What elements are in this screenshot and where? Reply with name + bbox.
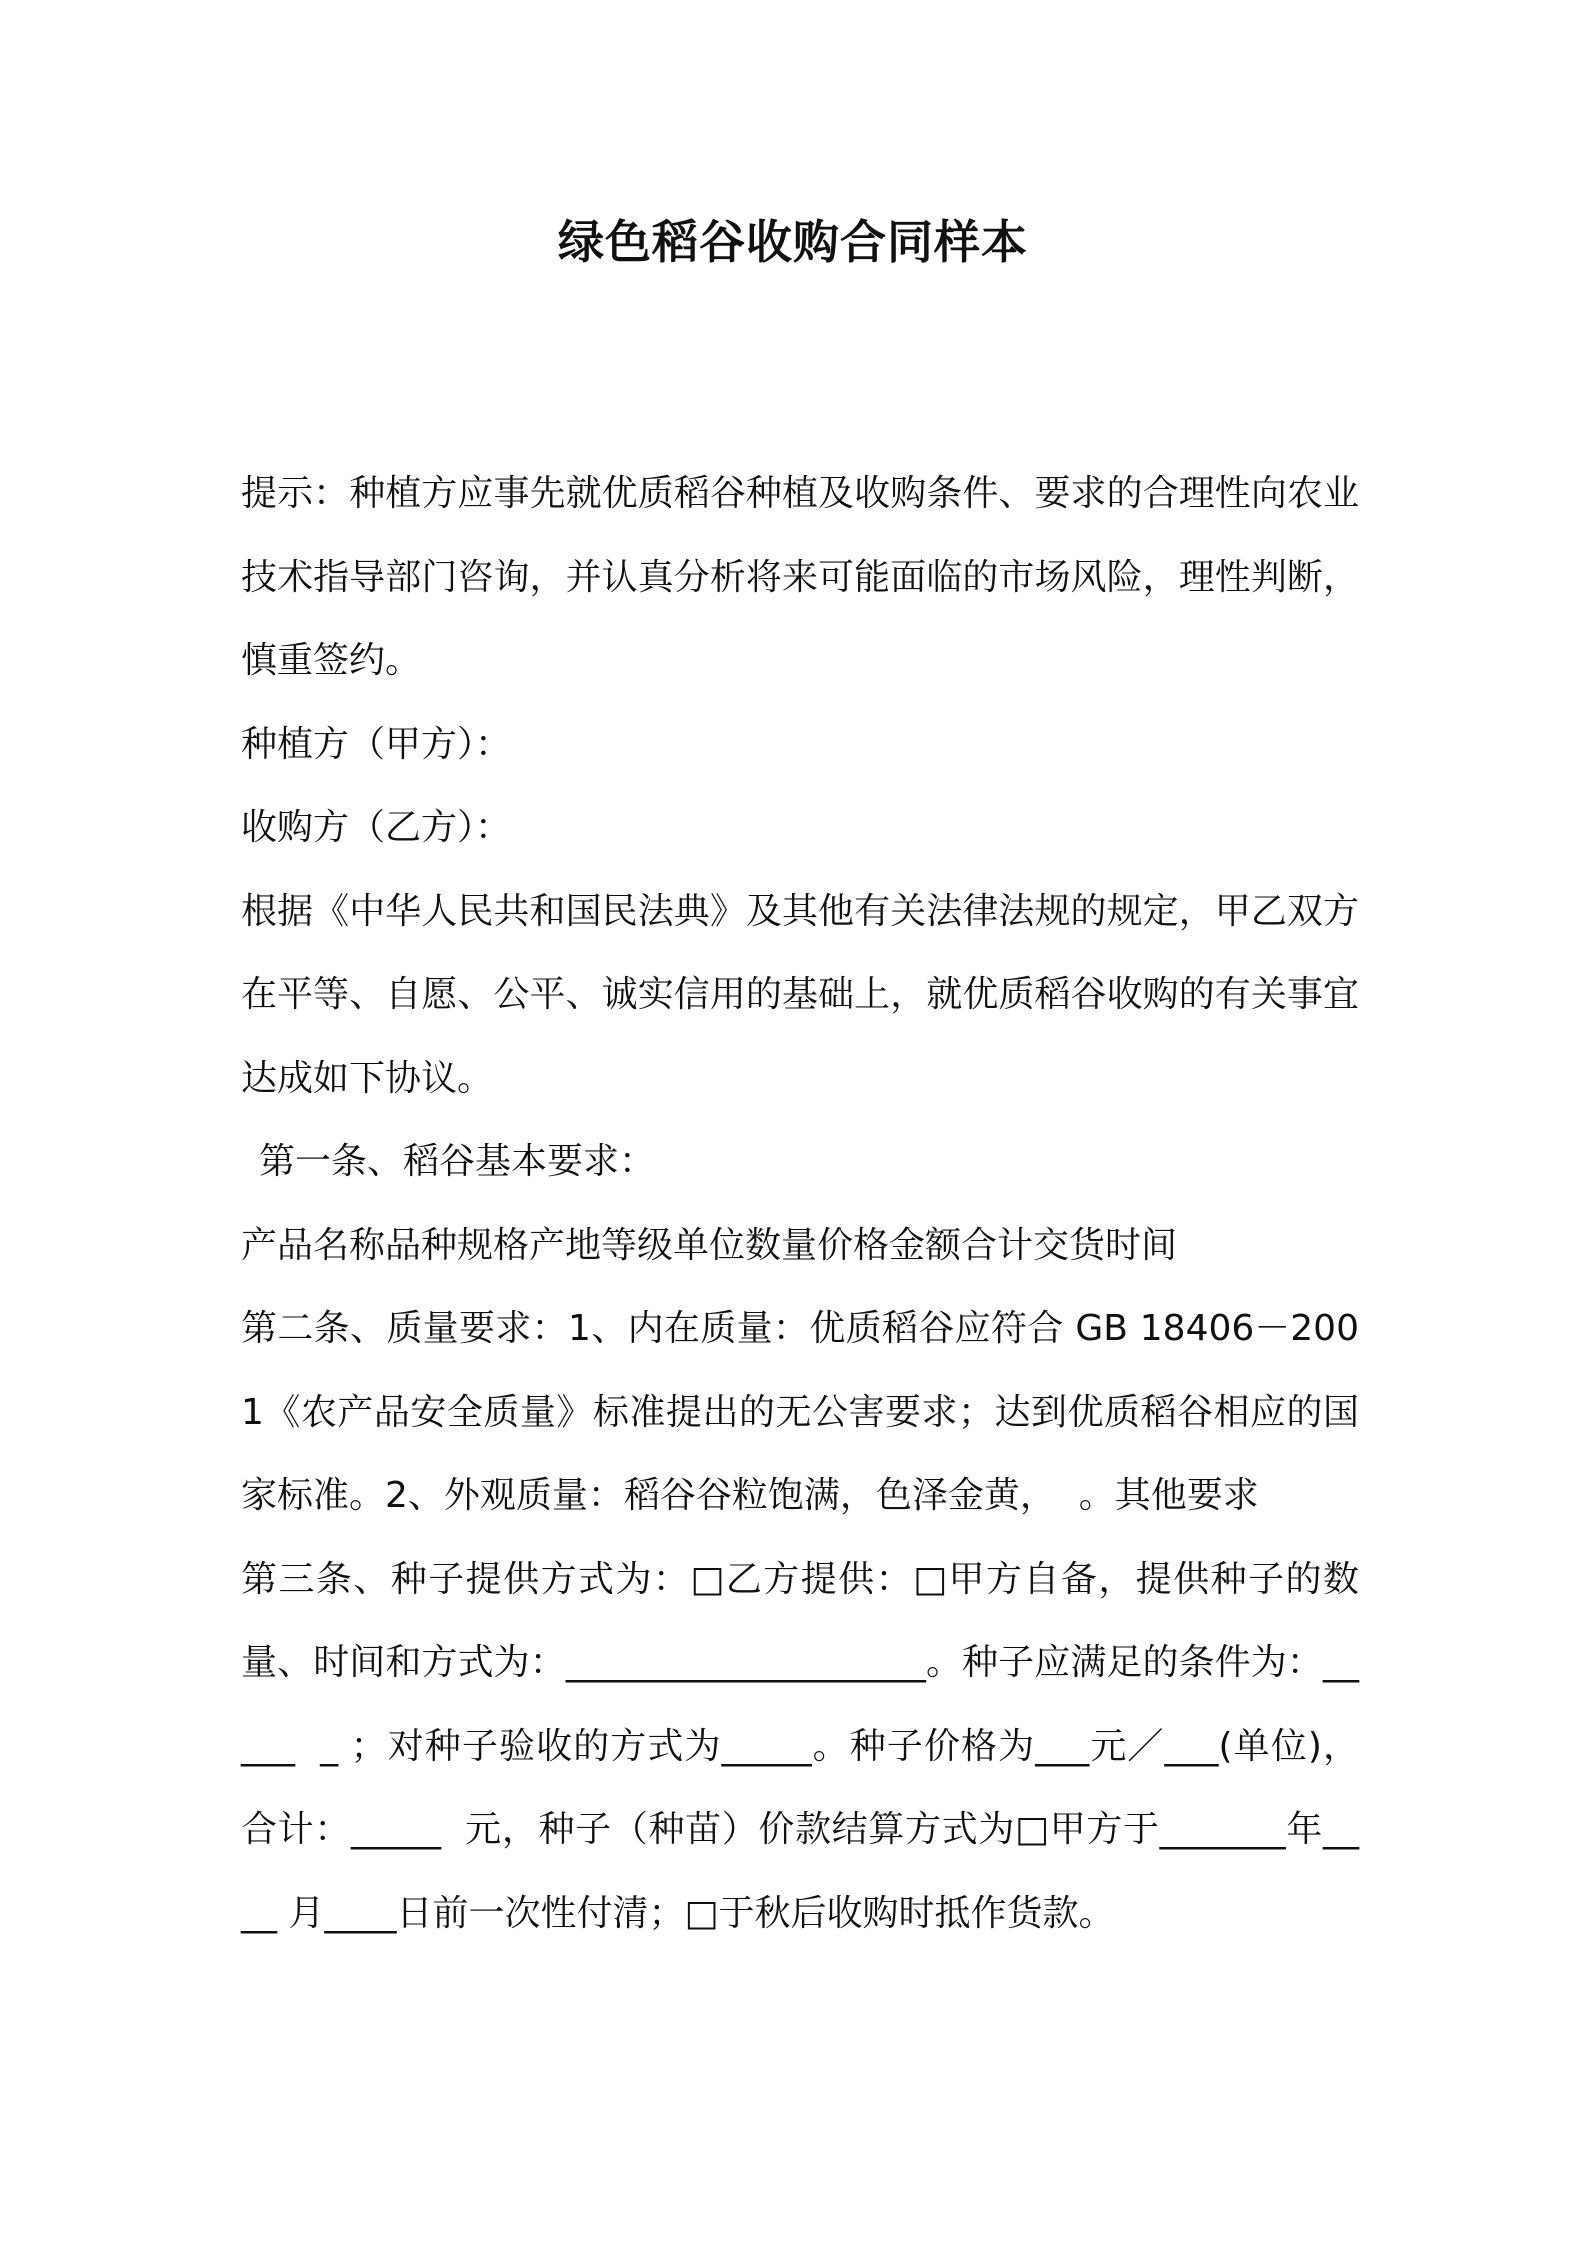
article-1-heading: 第一条、稻谷基本要求： xyxy=(259,1141,656,1182)
article-2-paragraph: 第二条、质量要求：1、内在质量：优质稻谷应符合 GB 18406－2001《农产品安全质量》标准提出的无公害要求；达到优质稻谷相应的国家标准。2、外观质量：稻谷谷粒饱满，色泽金黄， 。其他要求 xyxy=(241,1308,1359,1516)
document-body xyxy=(241,452,1359,1955)
preamble-paragraph: 根据《中华人民共和国民法典》及其他有关法律法规的规定，甲乙双方在平等、自愿、公平、诚实信用的基础上，就优质稻谷收购的有关事宜达成如下协议。 xyxy=(241,890,1359,1099)
notice-paragraph: 提示：种植方应事先就优质稻谷种植及收购条件、要求的合理性向农业技术指导部门咨询，并认真分析将来可能面临的市场风险，理性判断，慎重签约。 xyxy=(241,473,1359,681)
party-b-line: 收购方（乙方）： xyxy=(241,807,512,848)
product-columns-line: 产品名称品种规格产地等级单位数量价格金额合计交货时间 xyxy=(241,1224,1178,1266)
document-title: 绿色稻谷收购合同样本 xyxy=(558,215,1028,269)
party-a-line: 种植方（甲方）： xyxy=(241,723,512,765)
article-3-paragraph: 第三条、种子提供方式为：□乙方提供：□甲方自备，提供种子的数量、时间和方式为：____________________。种子应满足的条件为：_____ _ ；对种子验收的方式为_____。种子价格为___元／___(单位)，合计：_____ 元，种子（种苗）价款结算方式为□甲方于_______年____ 月____日前一次性付清；□于秋后收购时抵作货款。 xyxy=(241,1558,1359,1934)
